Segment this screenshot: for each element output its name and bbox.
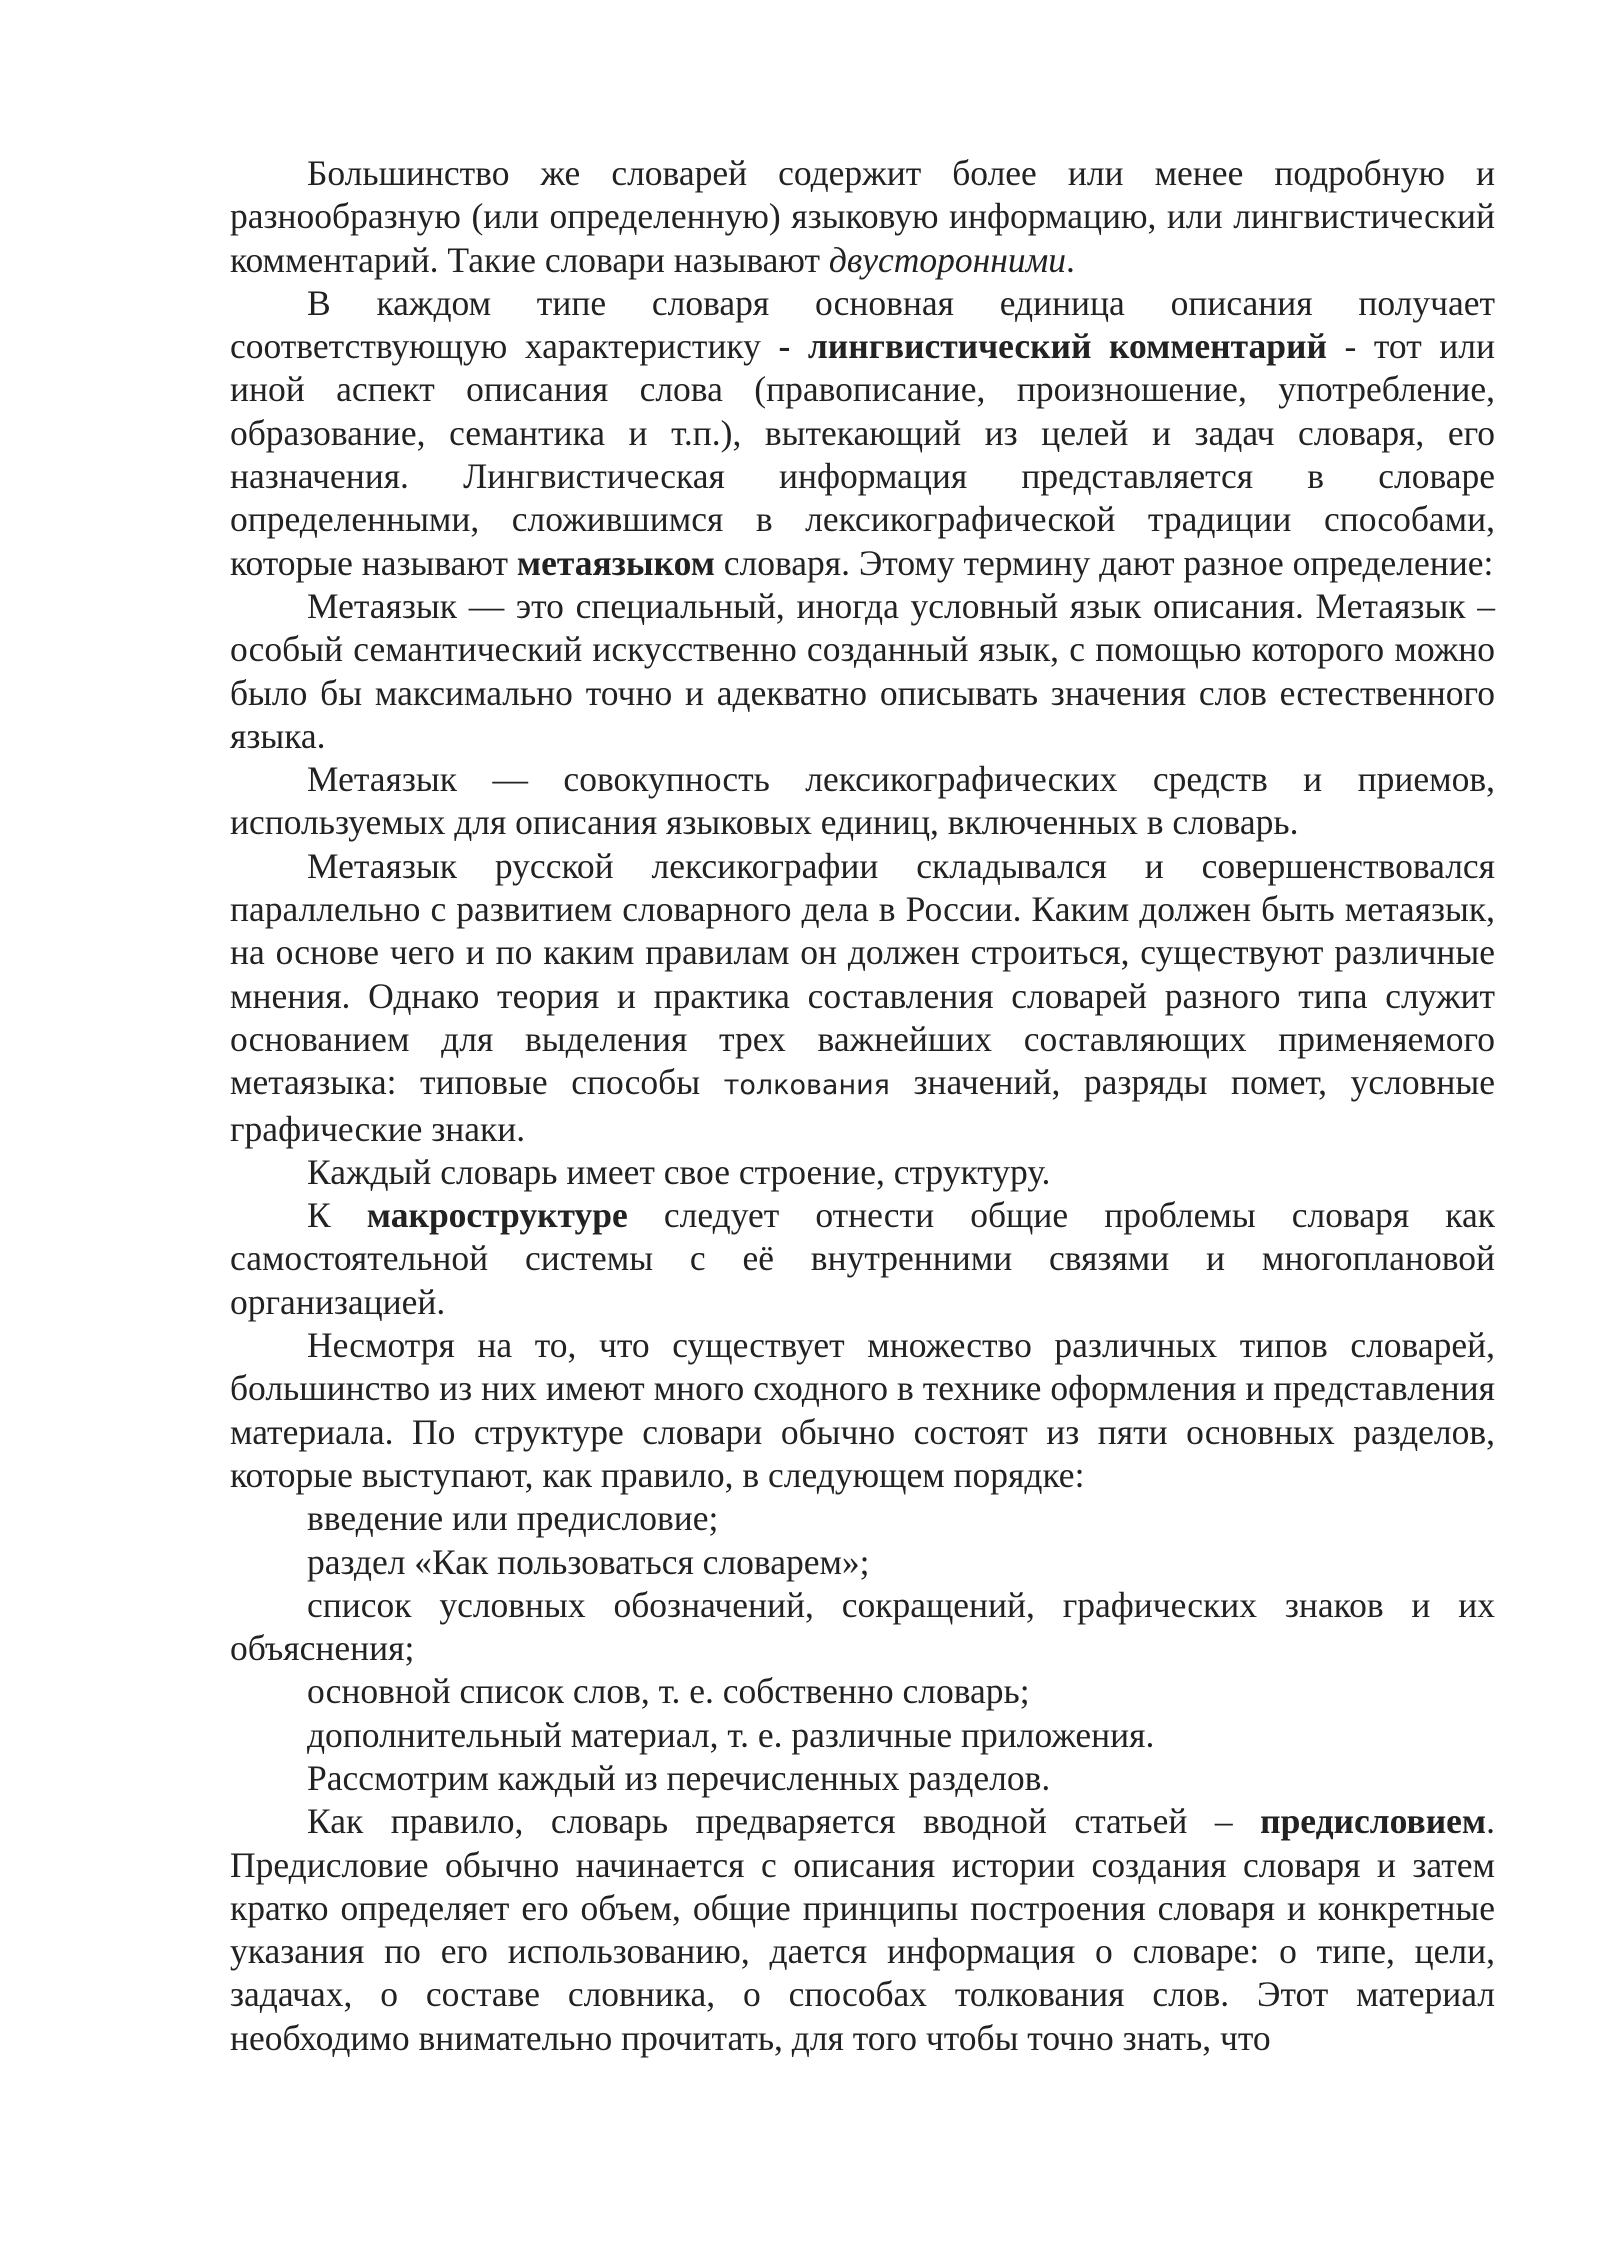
text: следует отнести общие проблемы словаря как самостоятельной системы с её внутренними связями и многоплановой организацией. [230,1195,1495,1322]
text: словаря. Этому термину дают разное определение: [714,542,1494,583]
text: . Предисловие обычно начинается с описания истории создания словаря и затем кратко определяет его объем, общие принципы построения словаря и конкретные указания по его использованию, дается информация о словаре: о типе, цели, задачах, о составе словника, о способах толкования слов. Этот материал необходимо внимательно прочитать, для того чтобы точно знать, что [230,1801,1495,2058]
bold-term: - лингвистический комментарий [778,326,1327,367]
text: - тот или иной аспект описания слова (правописание, произношение, употребление, образование, семантика и т.п.), вытекающий из целей и задач словаря, его назначения. Лингвистическая информация представляется в словаре определенными, сложившимся в лексикографической традиции способами, которые называют [230,326,1495,583]
document-page [230,152,1495,2060]
list-item: раздел «Как пользоваться словарем»; [307,1541,870,1582]
bold-term: метаязыком [516,542,715,583]
paragraph-linguistic-commentary [230,282,1495,585]
list-item: список условных обозначений, сокращений, графических знаков и их объяснения; [230,1584,1495,1669]
paragraph-macrostructure [230,1194,1495,1324]
list-item: дополнительный материал, т. е. различные приложения. [307,1714,1155,1755]
bold-term: макроструктуре [366,1195,628,1236]
paragraph-metalanguage-definition-2: Метаязык — совокупность лексикографических средств и приемов, используемых для описания языковых единиц, включенных в словарь. [230,759,1495,843]
paragraph-two-sided-dictionaries [230,152,1495,282]
list-item: введение или предисловие; [307,1498,719,1539]
paragraph-preface [230,1800,1495,2060]
text: Метаязык русской лексикографии складывался и совершенствовался параллельно с развитием словарного дела в России. Каким должен быть метаязык, на основе чего и по каким правилам он должен строиться, существуют различные мнения. Однако теория и практика составления словарей разного типа служит основанием для выделения трех важнейших составляющих применяемого метаязыка: типовые способы [230,845,1495,1103]
text: В каждом типе словаря основная единица описания получает соответствующую характеристику [230,282,1495,367]
paragraph-russian-lexicography [230,845,1495,1151]
text: Большинство же словарей содержит более или менее подробную и разнообразную (или определенную) языковую информацию, или лингвистический комментарий. Такие словари называют [230,153,1495,280]
italic-term: двусторонними [828,239,1067,280]
text: К [307,1195,367,1236]
text: значений, разряды помет, условные графические знаки. [230,1062,1495,1149]
sans-word: толкования [723,1070,890,1102]
paragraph-metalanguage-definition-1: Метаязык — это специальный, иногда условный язык описания. Метаязык – особый семантический искусственно созданный язык, с помощью которого можно было бы максимально точно и адекватно описывать значения слов естественного языка. [230,585,1495,756]
paragraph-five-sections: Несмотря на то, что существует множество различных типов словарей, большинство из них имеют много сходного в технике оформления и представления материала. По структуре словари обычно состоят из пяти основных разделов, которые выступают, как правило, в следующем порядке: [230,1325,1495,1495]
paragraph-structure: Каждый словарь имеет свое строение, структуру. [307,1151,1051,1192]
text: Как правило, словарь предваряется вводной статьей – [307,1801,1261,1842]
list-item: основной список слов, т. е. собственно словарь; [307,1671,1030,1712]
bold-term: предисловием [1260,1801,1487,1842]
paragraph-consider-sections: Рассмотрим каждый из перечисленных разделов. [307,1757,1051,1798]
text: . [1066,239,1075,280]
